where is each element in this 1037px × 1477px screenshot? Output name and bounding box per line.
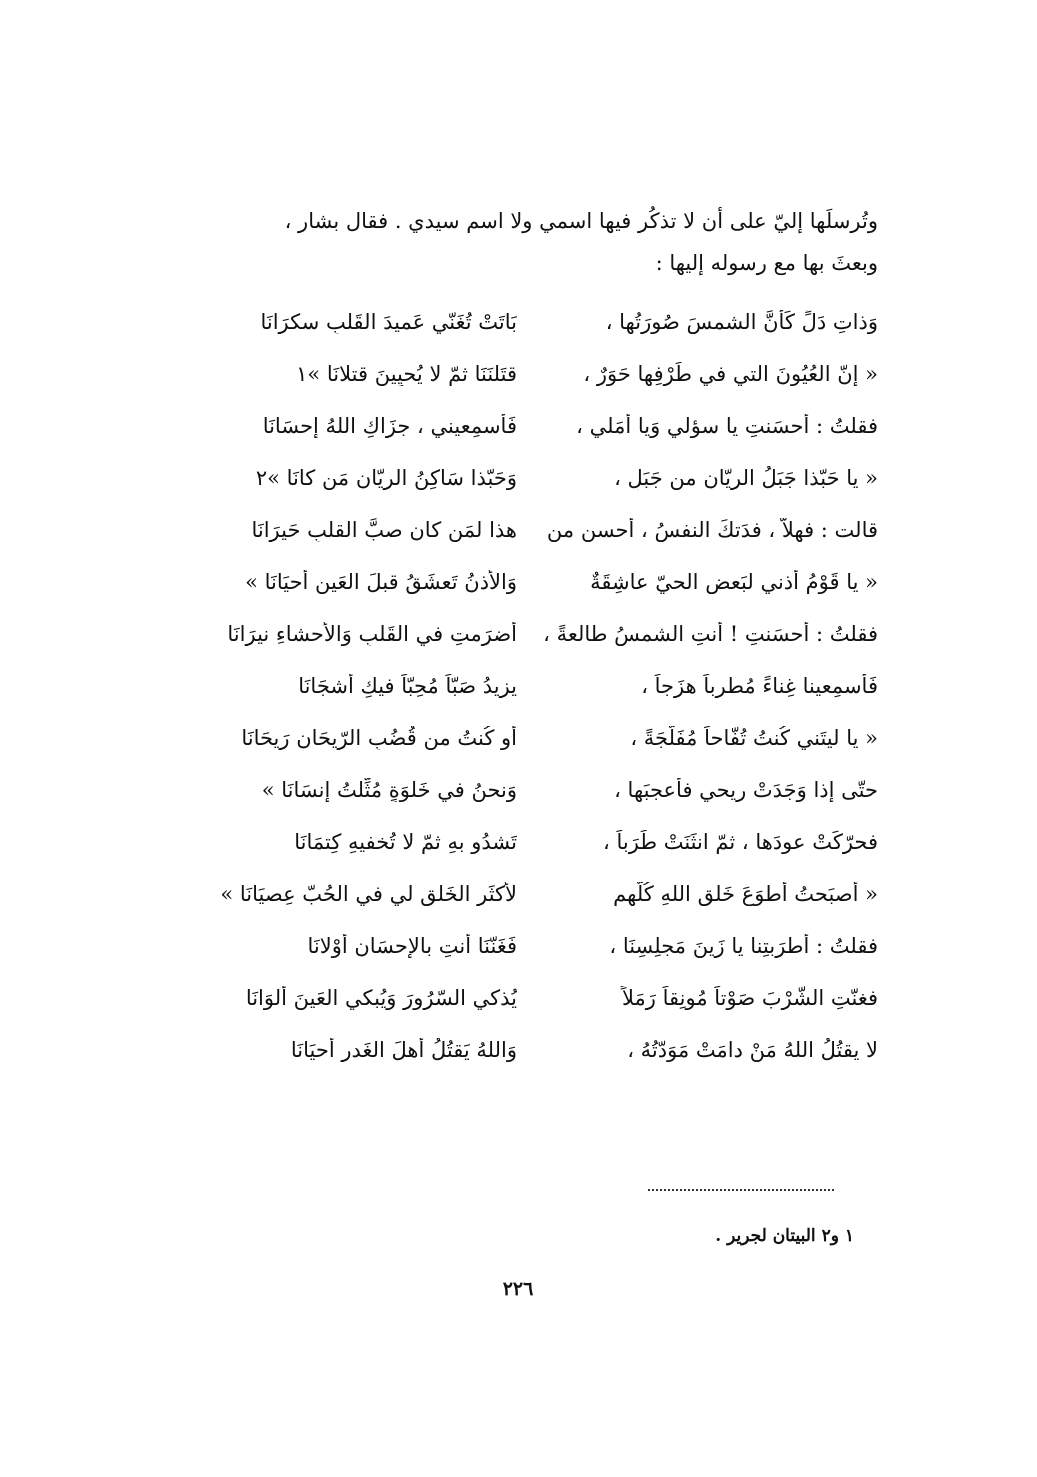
intro-line-2: وبعثَ بها مع رسوله إليها : xyxy=(655,251,878,275)
verse-first-hemistich: فَأسمِعينا غِناءً مُطرِباً هزَجاً ، xyxy=(641,674,878,698)
verse-second-hemistich: وَالأذنُ تَعشَقُ قبلَ العَينِ أحيَانَا » xyxy=(245,570,517,594)
footnote: ١ و٢ البيتان لجرير . xyxy=(715,1226,854,1246)
intro-line-1: وتُرسلَها إليّ على أن لا تذكُر فيها اسمي ولا اسم سيدي . فقال بشار ، xyxy=(284,209,878,233)
verse-first-hemistich: « يا ليتَني كُنتُ تُفّاحاً مُفَلَّجَةً ، xyxy=(630,726,878,750)
poem-verse xyxy=(162,920,878,972)
verse-second-hemistich: هذا لمَن كان صبَّ القلبِ حَيرَانَا xyxy=(251,518,517,542)
verse-second-hemistich: قتَلنَنَا ثمّ لا يُحيِينَ قتلانَا »١ xyxy=(296,362,517,386)
poem-verse xyxy=(162,660,878,712)
poem-verse xyxy=(162,504,878,556)
verse-second-hemistich: أضرَمتِ في القَلبِ وَالأحشاءِ نيرَانَا xyxy=(227,622,517,646)
verse-second-hemistich: فَأسمِعيني ، جزَاكِ اللهُ إحسَانَا xyxy=(262,414,517,438)
poem-verse xyxy=(162,712,878,764)
poem-verse xyxy=(162,868,878,920)
verse-first-hemistich: لا يقتُلُ اللهُ مَنْ دامَتْ مَوَدّتُهُ ، xyxy=(627,1038,878,1062)
poem-verse xyxy=(162,972,878,1024)
poem-verse xyxy=(162,1024,878,1076)
poem-verse xyxy=(162,296,878,348)
verse-first-hemistich: « إنّ العُيُونَ التي في طَرْفِها حَوَرٌ ، xyxy=(583,362,878,386)
verse-second-hemistich: وَحَبّذا سَاكِنُ الريّانِ مَن كانَا »٢ xyxy=(255,466,517,490)
verse-first-hemistich: فقلتُ : أطرَبتِنا يا زَينَ مَجلِسِنَا ، xyxy=(609,934,878,958)
verse-first-hemistich: فغنّتِ الشَّرْبَ صَوْتاً مُونِقاً رَمَلاً xyxy=(622,986,878,1010)
verse-first-hemistich: فحرّكَتْ عودَها ، ثمّ انثَنَتْ طَرَباً ، xyxy=(603,830,878,854)
verse-first-hemistich: « يا حَبّذا جَبَلُ الريّانِ من جَبَلٍ ، xyxy=(614,466,878,490)
poem-verse xyxy=(162,816,878,868)
poem-verse xyxy=(162,348,878,400)
verse-first-hemistich: قالت : فهلاّ ، فدَتكَ النفسُ ، أحسن من xyxy=(546,518,878,542)
verse-second-hemistich: تَشدُو بهِ ثمّ لا تُخفيهِ كِتمَانَا xyxy=(294,830,517,854)
verse-second-hemistich: لأكثَرِ الخَلقِ لي في الحُبّ عِصيَانَا » xyxy=(220,882,517,906)
verse-first-hemistich: حتّى إذا وَجَدَتْ ريحي فأعجبَها ، xyxy=(614,778,878,802)
verse-second-hemistich: وَاللهُ يَقتُلُ أهلَ الغَدرِ أحيَانَا xyxy=(290,1038,517,1062)
poem-verse xyxy=(162,608,878,660)
verse-first-hemistich: فقلتُ : أحسَنتِ يا سؤلي وَيا أمَلي ، xyxy=(576,414,878,438)
poem-verse xyxy=(162,556,878,608)
verse-first-hemistich: « أصبَحتُ أطوَعَ خَلقِ اللهِ كُلّهِمِ xyxy=(613,882,878,906)
verse-second-hemistich: يُذكي السّرُورَ وَيُبكي العَينَ ألوَانَا xyxy=(245,986,517,1010)
verse-first-hemistich: وَذاتِ دَلٍّ كَأنَّ الشمسَ صُورَتُها ، xyxy=(605,310,878,334)
verse-second-hemistich: أو كُنتُ من قُضُبِ الرّيحَانِ رَيحَانَا xyxy=(241,726,517,750)
poem-verse xyxy=(162,764,878,816)
page-number: ٢٢٦ xyxy=(502,1278,534,1300)
verse-second-hemistich: يزِيدُ صَبّاً مُحِبّاً فيكِ أشجَانَا xyxy=(298,674,517,698)
poem xyxy=(162,296,878,1076)
verse-second-hemistich: وَنحنُ في خَلوَةٍ مُثِّلتُ إنسَانَا » xyxy=(261,778,517,802)
poem-verse xyxy=(162,400,878,452)
poem-verse xyxy=(162,452,878,504)
verse-first-hemistich: « يا قَوْمُ أُذني لبَعضِ الحيّ عاشِقَةٌ xyxy=(590,570,878,594)
verse-first-hemistich: فقلتُ : أحسَنتِ ! أنتِ الشمسُ طالعةً ، xyxy=(543,622,878,646)
intro-paragraph xyxy=(162,200,878,284)
verse-second-hemistich: فَغَنّنَا أنتِ بالإحسَانِ أوْلانَا xyxy=(307,934,517,958)
footnote-divider xyxy=(648,1189,834,1191)
verse-second-hemistich: بَاتَتْ تُغَنّي عَميدَ القَلبِ سكرَانَا xyxy=(260,310,517,334)
